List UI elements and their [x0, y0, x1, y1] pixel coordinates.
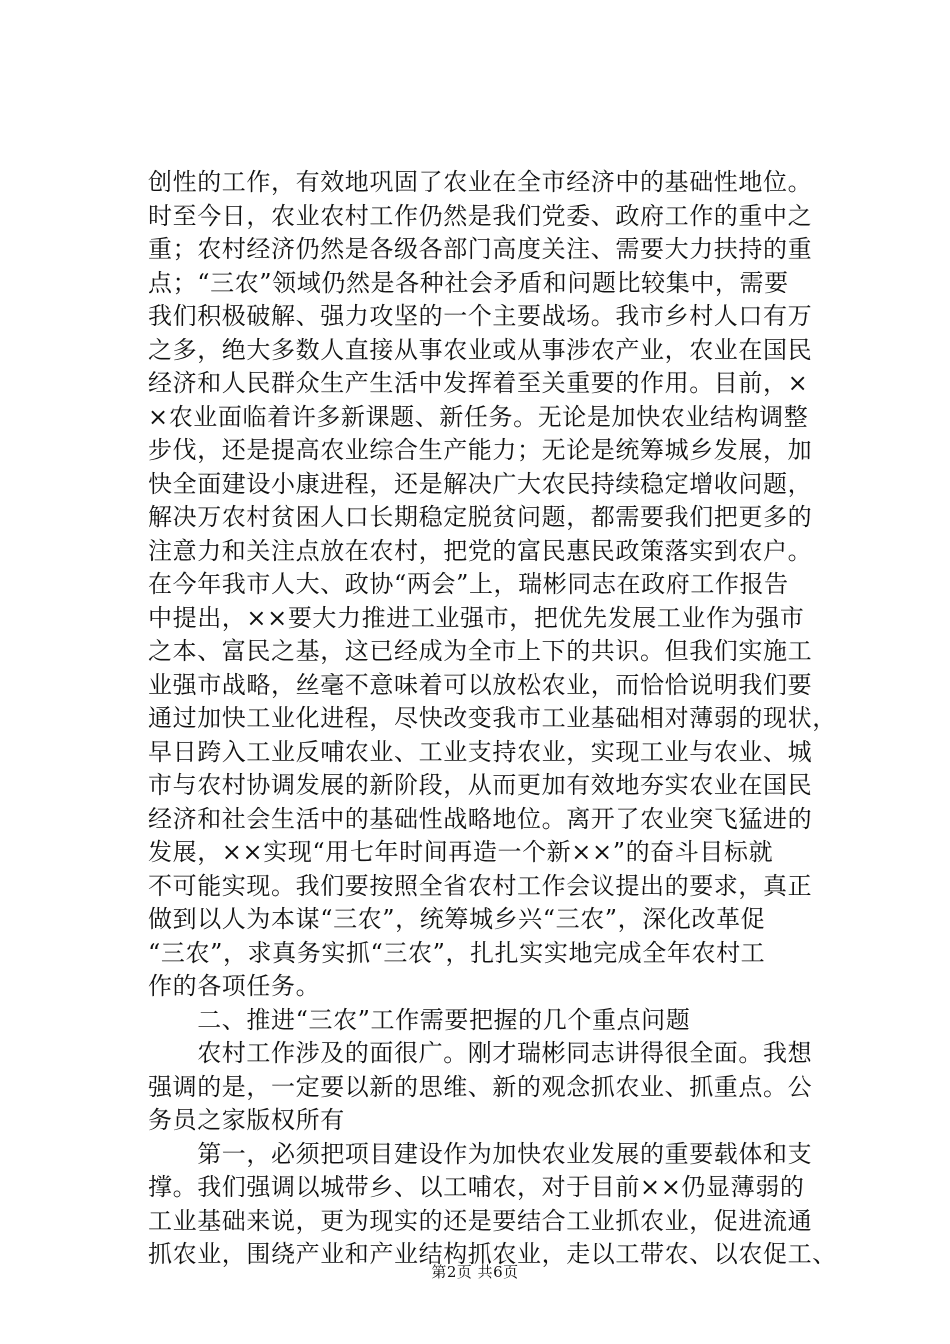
text-line: 务员之家版权所有: [148, 1106, 345, 1134]
text-line: 经济和人民群众生产生活中发挥着至关重要的作用。目前，×: [148, 369, 809, 397]
text-line: 工业基础来说，更为现实的还是要结合工业抓农业，促进流通: [148, 1206, 813, 1235]
text-line: 之本、富民之基，这已经成为全市上下的共识。但我们实施工: [148, 637, 813, 665]
text-line: 我们积极破解、强力攻坚的一个主要战场。我市乡村人口有万: [148, 302, 813, 330]
text-line: 发展，××实现“用七年时间再造一个新××”的奋斗目标就: [148, 838, 774, 866]
text-line: 解决万农村贫困人口长期稳定脱贫问题，都需要我们把更多的: [148, 503, 813, 531]
text-line: 抓农业，围绕产业和产业结构抓农业，走以工带农、以农促工、: [148, 1240, 837, 1268]
document-body: [148, 166, 868, 1272]
text-line: ×农业面临着许多新课题、新任务。无论是加快农业结构调整: [148, 402, 809, 431]
text-line: “三农”，求真务实抓“三农”，扎扎实实地完成全年农村工: [148, 938, 766, 967]
text-line: 重；农村经济仍然是各级各部门高度关注、需要大力扶持的重: [148, 235, 813, 263]
text-line: 快全面建设小康进程，还是解决广大农民持续稳定增收问题，: [148, 469, 813, 498]
text-line: 二、推进“三农”工作需要把握的几个重点问题: [148, 1005, 691, 1034]
text-line: 经济和社会生活中的基础性战略地位。离开了农业突飞猛进的: [148, 804, 813, 833]
text-line: 点；“三农”领域仍然是各种社会矛盾和问题比较集中，需要: [148, 268, 789, 297]
text-line: 时至今日，农业农村工作仍然是我们党委、政府工作的重中之: [148, 201, 813, 230]
text-line: 步伐，还是提高农业综合生产能力；无论是统筹城乡发展，加: [148, 436, 813, 464]
text-line: 创性的工作，有效地巩固了农业在全市经济中的基础性地位。: [148, 168, 813, 196]
text-line: 强调的是，一定要以新的思维、新的观念抓农业、抓重点。公: [148, 1072, 813, 1101]
text-line: 做到以人为本谋“三农”，统筹城乡兴“三农”，深化改革促: [148, 905, 766, 933]
text-line: 撑。我们强调以城带乡、以工哺农，对于目前××仍显薄弱的: [148, 1173, 805, 1201]
text-line: 注意力和关注点放在农村，把党的富民惠民政策落实到农户。: [148, 536, 813, 565]
text-line: 通过加快工业化进程，尽快改变我市工业基础相对薄弱的现状，: [148, 704, 837, 732]
text-line: 第一，必须把项目建设作为加快农业发展的重要载体和支: [148, 1139, 813, 1168]
text-line: 业强市战略，丝毫不意味着可以放松农业，而恰恰说明我们要: [148, 670, 813, 699]
text-line: 市与农村协调发展的新阶段，从而更加有效地夯实农业在国民: [148, 771, 813, 799]
text-line: 早日跨入工业反哺农业、工业支持农业，实现工业与农业、城: [148, 737, 813, 766]
text-line: 中提出，××要大力推进工业强市，把优先发展工业作为强市: [148, 603, 805, 632]
text-line: 不可能实现。我们要按照全省农村工作会议提出的要求，真正: [148, 871, 813, 900]
text-line: 之多，绝大多数人直接从事农业或从事涉农产业，农业在国民: [148, 335, 813, 364]
text-line: 农村工作涉及的面很广。刚才瑞彬同志讲得很全面。我想: [148, 1039, 813, 1067]
text-line: 在今年我市人大、政协“两会”上，瑞彬同志在政府工作报告: [148, 570, 789, 598]
page-footer: 第2页 共6页: [431, 1263, 519, 1281]
text-line: 作的各项任务。: [148, 972, 321, 1000]
